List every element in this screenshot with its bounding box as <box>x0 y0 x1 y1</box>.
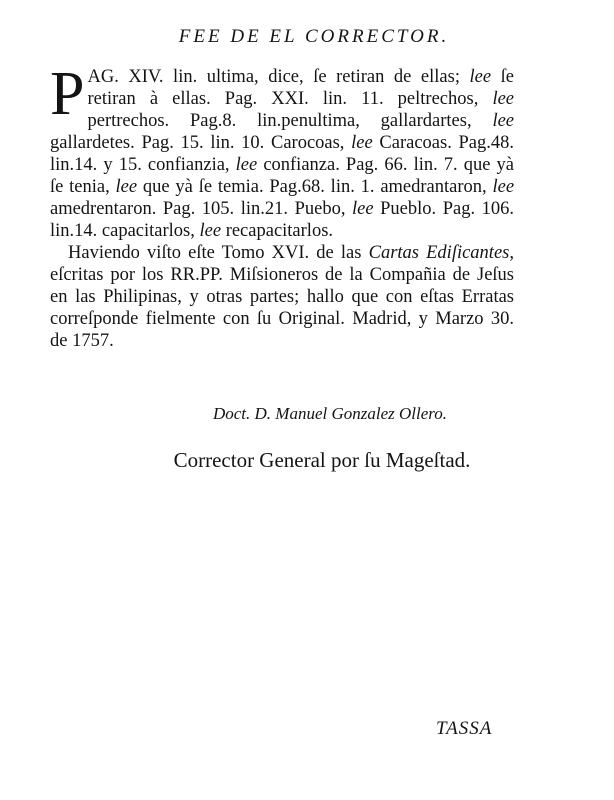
errata-seg-17: Pueblo. Pag. 106. lin.14. capacitarlos, <box>50 199 515 241</box>
errata-paragraph <box>50 60 515 242</box>
signature-name: Doct. D. Manuel Gonzalez Ollero. <box>212 404 448 423</box>
aprobacion-paragraph <box>50 242 514 352</box>
errata-lee-08: lee <box>352 199 374 219</box>
errata-seg-09: Caracoas. Pag.48. lin.14. y 15. confianzia, <box>50 133 515 175</box>
errata-seg-05: pertrechos. Pag.8. lin.penultima, gallardartes, <box>87 111 472 131</box>
book-title: Cartas Ediſicantes, <box>368 243 514 263</box>
errata-text-block <box>50 60 515 352</box>
errata-seg-11: confianza. Pag. 66. lin. 7. que yà ſe tenia, <box>50 155 515 197</box>
errata-lee-01: lee <box>469 67 492 87</box>
running-head: FEE DE EL CORRECTOR. <box>178 26 450 47</box>
aprobacion-seg-3: eſcritas por los RR.PP. Miſsioneros de la Compañia de Jeſus en las Philipinas, y otras partes; hallo que con eſtas Erratas correſponde fielmente con ſu Original. Madrid, y Marzo 30. de 1757. <box>50 265 514 351</box>
errata-seg-07: gallardetes. Pag. 15. lin. 10. Carocoas, <box>50 133 345 153</box>
catchword: TASSA <box>436 718 493 739</box>
errata-seg-19: recapacitarlos. <box>225 221 334 241</box>
errata-lee-02: lee <box>492 89 515 109</box>
errata-lee-07: lee <box>492 177 515 197</box>
aprobacion-seg-1: Haviendo viſto eſte Tomo XVI. de las <box>68 243 362 263</box>
errata-lee-09: lee <box>199 221 222 241</box>
errata-seg-15: amedrentaron. Pag. 105. lin.21. Puebo, <box>50 199 346 219</box>
errata-lee-05: lee <box>235 155 258 175</box>
errata-lee-06: lee <box>115 177 138 197</box>
errata-seg-13: que yà ſe temia. Pag.68. lin. 1. amedrantaron, <box>142 177 487 197</box>
errata-lee-03: lee <box>492 111 515 131</box>
drop-cap: P <box>50 60 85 128</box>
errata-seg-01: AG. XIV. lin. ultima, dice, ſe retiran de ellas; <box>87 67 460 87</box>
signature-title: Corrector General por ſu Mageſtad. <box>173 448 471 472</box>
errata-lee-04: lee <box>351 133 373 153</box>
errata-seg-03: ſe retiran à ellas. Pag. XXI. lin. 11. peltrechos, <box>87 67 515 109</box>
